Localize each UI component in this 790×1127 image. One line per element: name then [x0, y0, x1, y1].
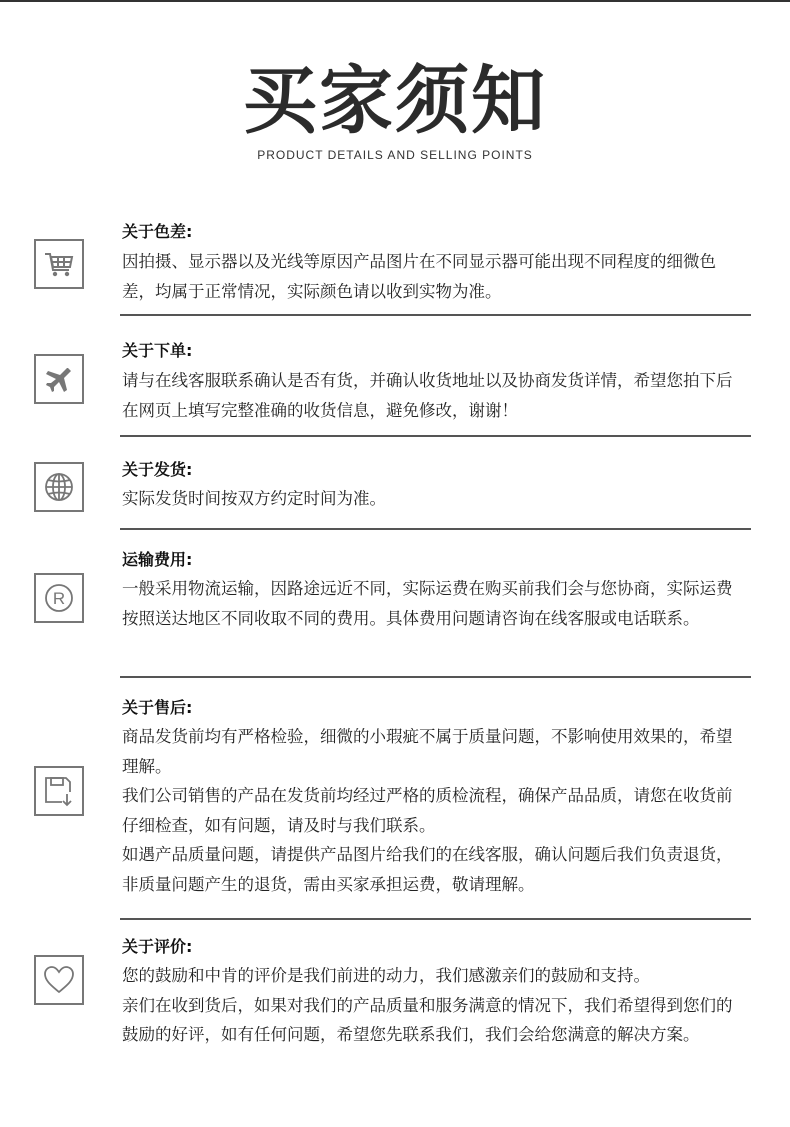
paragraph: 您的鼓励和中肯的评价是我们前进的动力，我们感激亲们的鼓励和支持。: [122, 966, 650, 985]
svg-text:R: R: [52, 589, 66, 608]
paragraph: 我们公司销售的产品在发货前均经过严格的质检流程，确保产品品质，请您在收货前仔细检查，如有问题，请及时与我们联系。: [122, 786, 733, 835]
paragraph: 如遇产品质量问题，请提供产品图片给我们的在线客服，确认问题后我们负责退货，非质量问题产生的退货，需由买家承担运费，敬请理解。: [122, 845, 733, 894]
section-body-color: [122, 247, 734, 306]
section-body-freight: [122, 574, 734, 633]
section-body-reviews: [122, 961, 734, 1050]
section-body-aftersales: [122, 722, 734, 900]
section-title-color: 关于色差:: [122, 222, 193, 241]
airplane-icon: [42, 362, 76, 396]
globe-icon: [42, 470, 76, 504]
save-download-icon-box: [34, 766, 84, 816]
divider: [120, 528, 751, 530]
divider: [120, 918, 751, 920]
registered-icon-box: [34, 573, 84, 623]
registered-icon: [42, 581, 76, 615]
divider: [120, 435, 751, 437]
section-title-reviews: 关于评价:: [122, 937, 193, 956]
page-subtitle: PRODUCT DETAILS AND SELLING POINTS: [257, 148, 533, 162]
paragraph: 实际发货时间按双方约定时间为准。: [122, 489, 386, 508]
section-body-order: [122, 366, 734, 425]
paragraph: 因拍摄、显示器以及光线等原因产品图片在不同显示器可能出现不同程度的细微色差，均属于正常情况，实际颜色请以收到实物为准。: [122, 252, 716, 301]
section-body-shipping: [122, 484, 734, 514]
divider: [120, 314, 751, 316]
page-title: 买家须知: [243, 58, 547, 144]
shopping-cart-icon: [42, 247, 76, 281]
section-title-freight: 运输费用:: [122, 550, 193, 569]
shopping-cart-icon-box: [34, 239, 84, 289]
heart-icon: [42, 963, 76, 997]
section-title-shipping: 关于发货:: [122, 460, 193, 479]
heart-icon-box: [34, 955, 84, 1005]
section-title-order: 关于下单:: [122, 341, 193, 360]
paragraph: 一般采用物流运输，因路途远近不同，实际运费在购买前我们会与您协商，实际运费按照送达地区不同收取不同的费用。具体费用问题请咨询在线客服或电话联系。: [122, 579, 733, 628]
top-border: [0, 0, 790, 2]
paragraph: 亲们在收到货后，如果对我们的产品质量和服务满意的情况下，我们希望得到您们的鼓励的好评，如有任何问题，希望您先联系我们，我们会给您满意的解决方案。: [122, 995, 733, 1045]
section-title-aftersales: 关于售后:: [122, 698, 193, 717]
paragraph: 请与在线客服联系确认是否有货，并确认收货地址以及协商发货详情，希望您拍下后在网页上填写完整准确的收货信息，避免修改，谢谢！: [122, 371, 733, 420]
globe-icon-box: [34, 462, 84, 512]
paragraph: 商品发货前均有严格检验，细微的小瑕疵不属于质量问题，不影响使用效果的，希望理解。: [122, 727, 733, 776]
divider: [120, 676, 751, 678]
airplane-icon-box: [34, 354, 84, 404]
save-download-icon: [42, 774, 76, 808]
